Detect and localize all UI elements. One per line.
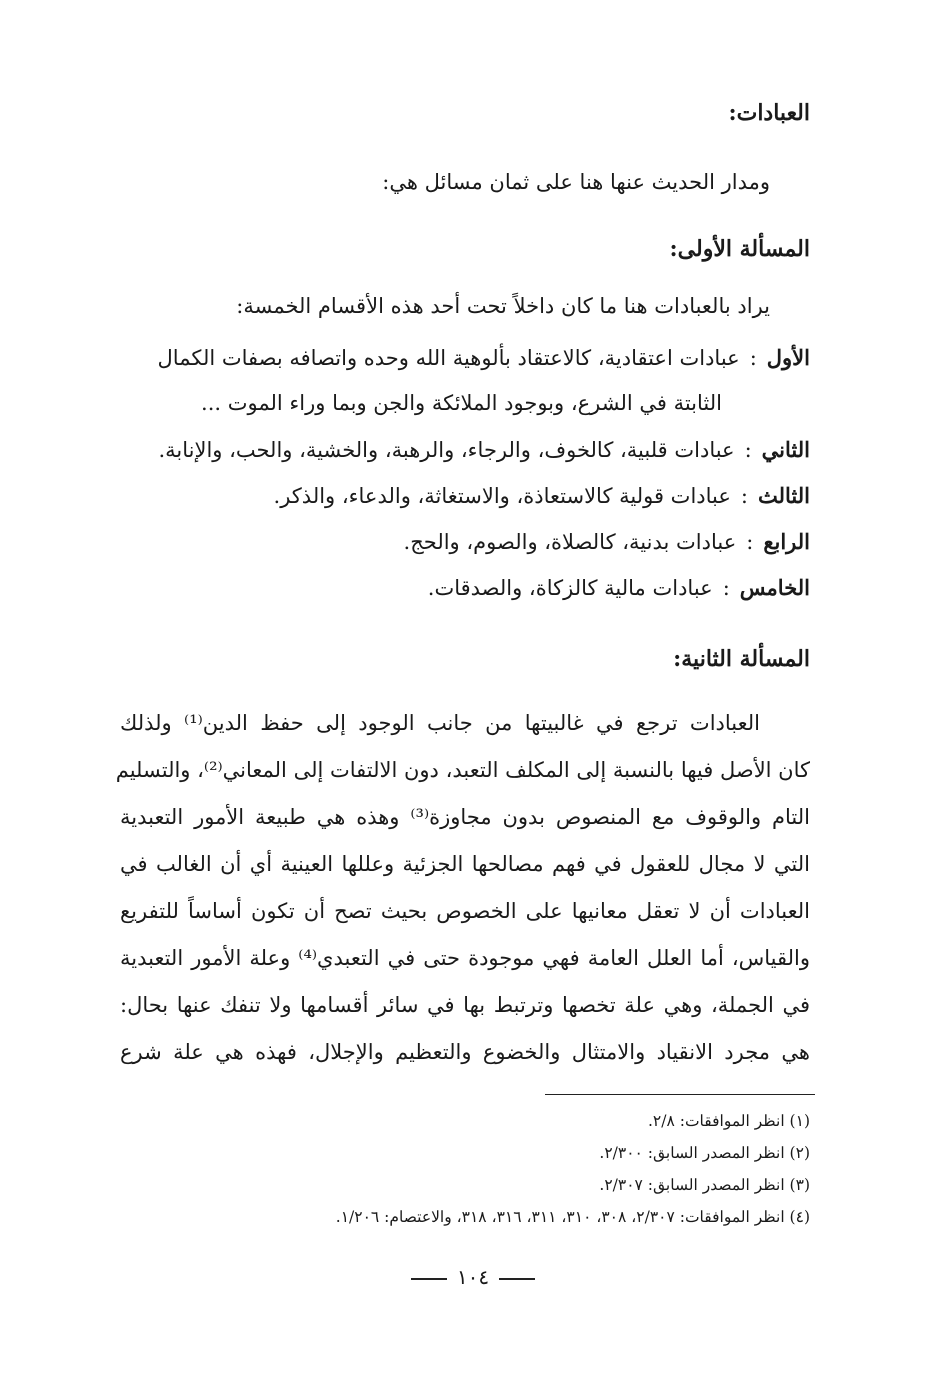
categories-list (110, 345, 810, 621)
item-separator: : (722, 576, 730, 600)
issue2-paragraph (115, 700, 811, 1076)
paragraph-line: التي لا مجال للعقول في فهم مصالحها الجزئية وعللها العينية أي أن الغالب في (120, 852, 810, 876)
item-term: الثاني (761, 437, 810, 462)
paragraph-line: التام والوقوف مع المنصوص بدون مجاوزة⁽³⁾ وهذه هي طبيعة الأمور التعبدية (120, 805, 810, 829)
page-number-value: ١٠٤ (456, 1265, 490, 1289)
paragraph-line: والقياس، أما العلل العامة فهي موجودة حتى في التعبدي⁽⁴⁾ وعلة الأمور التعبدية (120, 946, 811, 970)
list-item (110, 345, 810, 391)
footnote: (١) انظر الموافقات: ٢/٨. (647, 1112, 810, 1130)
item-definition: عبادات قولية كالاستعاذة، والاستغاثة، والدعاء، والذكر. (273, 484, 731, 508)
item-separator: : (740, 484, 748, 508)
paragraph-line: العبادات ترجع في غالبيتها من جانب الوجود إلى حفظ الدين⁽¹⁾ ولذلك (120, 711, 760, 735)
page-number-dash (411, 1278, 447, 1280)
item-definition: عبادات مالية كالزكاة، والصدقات. (427, 576, 713, 600)
list-item (110, 575, 810, 621)
footnote: (٣) انظر المصدر السابق: ٢/٣٠٧. (599, 1176, 810, 1194)
issue1-intro: يراد بالعبادات هنا ما كان داخلاً تحت أحد هذه الأقسام الخمسة: (236, 294, 770, 318)
item-term: الثالث (758, 483, 810, 508)
footnote: (٢) انظر المصدر السابق: ٢/٣٠٠. (599, 1144, 810, 1162)
paragraph-line: في الجملة، وهي علة تخصها وترتبط بها في سائر أقسامها ولا تنفك عنها بحال: (120, 993, 810, 1017)
paragraph-line: هي مجرد الانقياد والامتثال والخضوع والتعظيم والإجلال، فهذه هي علة شرع (120, 1040, 810, 1064)
item-definition: عبادات اعتقادية، كالاعتقاد بألوهية الله وحده واتصافه بصفات الكمال (157, 346, 740, 370)
list-item (110, 529, 810, 575)
section-title: العبادات: (728, 100, 810, 126)
paragraph-line: العبادات أن لا تعقل معانيها على الخصوص بحيث تصح أن تكون أساساً للتفريع (120, 899, 810, 923)
item-term: الرابع (763, 529, 810, 554)
page-number (0, 1265, 946, 1289)
item-separator: : (749, 346, 757, 370)
issue1-heading: المسألة الأولى: (669, 236, 810, 262)
item-separator: : (744, 438, 752, 462)
item-term: الخامس (739, 575, 810, 600)
footnotes (110, 1105, 810, 1233)
list-item (110, 437, 810, 483)
item-separator: : (746, 530, 754, 554)
intro-line: ومدار الحديث عنها هنا على ثمان مسائل هي: (382, 170, 770, 194)
footnote-divider (545, 1094, 815, 1095)
footnote: (٤) انظر الموافقات: ٢/٣٠٧، ٣٠٨، ٣١٠، ٣١١، ٣١٦، ٣١٨، والاعتصام: ١/٢٠٦. (335, 1208, 810, 1226)
paragraph-line: كان الأصل فيها بالنسبة إلى المكلف التعبد، دون الالتفات إلى المعاني⁽²⁾، والتسليم (115, 758, 810, 782)
page-number-dash (499, 1278, 535, 1280)
item-definition-continued: الثابتة في الشرع، وبوجود الملائكة والجن وبما وراء الموت ... (201, 391, 722, 415)
item-definition: عبادات قلبية، كالخوف، والرجاء، والرهبة، والخشية، والحب، والإنابة. (158, 438, 735, 462)
list-item-continuation (110, 391, 810, 437)
item-definition: عبادات بدنية، كالصلاة، والصوم، والحج. (403, 530, 737, 554)
item-term: الأول (766, 345, 810, 370)
list-item (110, 483, 810, 529)
issue2-heading: المسألة الثانية: (673, 646, 810, 672)
